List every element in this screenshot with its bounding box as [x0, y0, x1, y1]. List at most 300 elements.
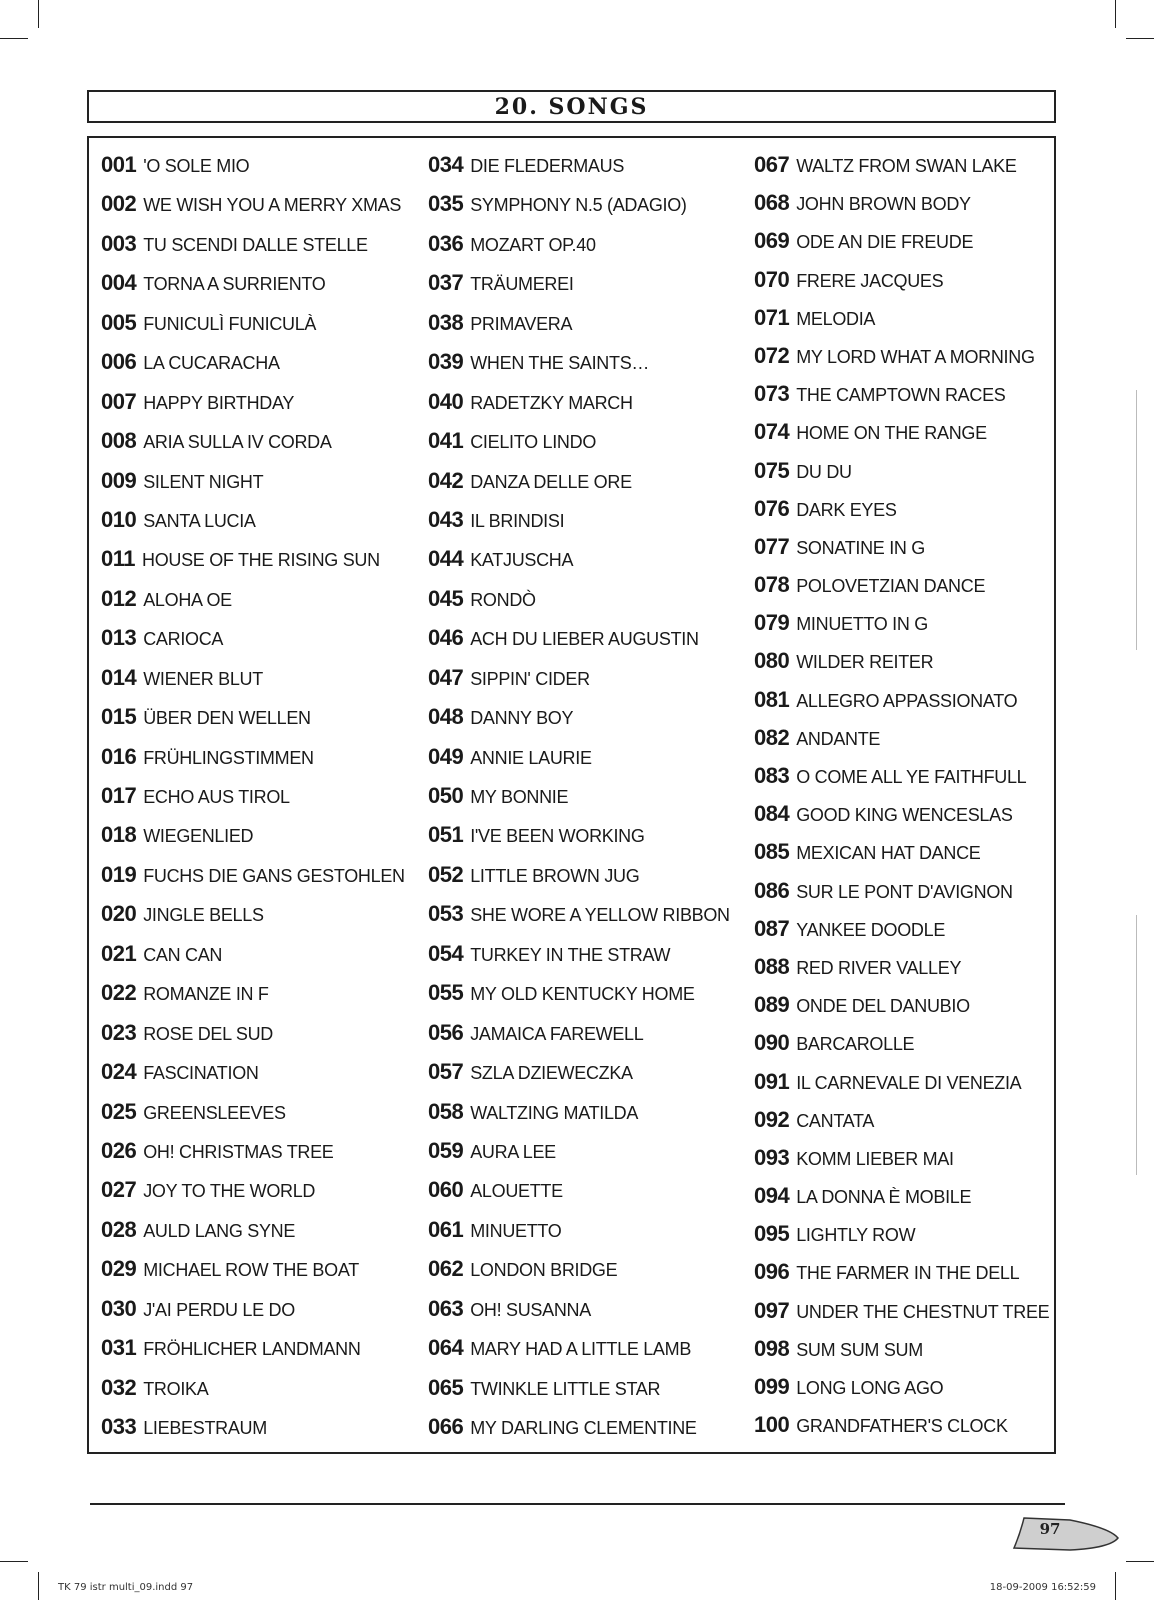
- song-item: [754, 992, 1049, 1030]
- song-item: [754, 419, 1049, 457]
- song-number: 017: [101, 783, 137, 808]
- song-title: LONDON BRIDGE: [470, 1260, 618, 1281]
- crop-mark: [1126, 1561, 1154, 1562]
- song-title: WALTZING MATILDA: [470, 1102, 639, 1123]
- song-title: OH! CHRISTMAS TREE: [143, 1141, 334, 1162]
- song-number: 099: [754, 1374, 790, 1399]
- song-number: 056: [428, 1019, 464, 1045]
- song-number: 020: [101, 901, 137, 927]
- song-title: LIEBESTRAUM: [143, 1418, 267, 1438]
- song-title: SYMPHONY N.5 (ADAGIO): [470, 195, 687, 216]
- song-item: [754, 878, 1049, 916]
- song-title: ARIA SULLA IV CORDA: [143, 432, 332, 453]
- song-title: AULD LANG SYNE: [143, 1220, 296, 1241]
- song-title: CARIOCA: [143, 629, 224, 650]
- song-title: HOME ON THE RANGE: [796, 423, 987, 444]
- song-number: 007: [101, 388, 137, 414]
- song-title: MELODIA: [796, 308, 876, 329]
- song-title: KATJUSCHA: [470, 550, 574, 571]
- song-item: [101, 704, 405, 743]
- song-item: [101, 468, 405, 507]
- song-number: 030: [101, 1295, 137, 1321]
- song-number: 098: [754, 1335, 790, 1361]
- song-item: [428, 310, 730, 349]
- song-item: [101, 428, 405, 467]
- song-item: [101, 1177, 405, 1216]
- song-title: BARCAROLLE: [796, 1034, 915, 1055]
- song-item: [428, 665, 730, 704]
- song-item: [428, 1375, 730, 1414]
- songs-list: [87, 136, 1056, 1454]
- song-item: [428, 546, 730, 585]
- song-number: 091: [754, 1068, 790, 1094]
- song-number: 014: [101, 664, 137, 690]
- song-number: 097: [754, 1297, 790, 1323]
- song-number: 063: [428, 1295, 464, 1321]
- song-item: [101, 152, 405, 191]
- song-number: 079: [754, 610, 790, 636]
- song-title: CIELITO LINDO: [470, 432, 597, 453]
- song-number: 029: [101, 1256, 137, 1282]
- song-number: 006: [101, 349, 137, 375]
- song-number: 053: [428, 901, 464, 927]
- song-number: 013: [101, 625, 137, 651]
- song-item: [101, 507, 405, 546]
- song-title: DARK EYES: [796, 499, 897, 520]
- song-title: LONG LONG AGO: [796, 1378, 944, 1398]
- song-number: 049: [428, 743, 464, 769]
- song-number: 025: [101, 1098, 137, 1124]
- song-number: 087: [754, 915, 790, 941]
- song-number: 052: [428, 861, 464, 887]
- song-number: 009: [101, 467, 137, 493]
- song-number: 083: [754, 763, 790, 788]
- song-number: 033: [101, 1414, 137, 1439]
- song-number: 012: [101, 585, 137, 611]
- song-item: [754, 152, 1049, 190]
- song-title: THE CAMPTOWN RACES: [796, 385, 1006, 406]
- song-title: DANZA DELLE ORE: [470, 471, 632, 492]
- song-title: LA CUCARACHA: [143, 353, 280, 374]
- song-number: 090: [754, 1030, 790, 1056]
- song-number: 061: [428, 1216, 464, 1242]
- song-number: 071: [754, 304, 790, 330]
- song-title: ONDE DEL DANUBIO: [796, 996, 970, 1017]
- song-number: 044: [428, 546, 464, 572]
- songs-column-2: [428, 152, 730, 1453]
- song-item: [428, 1414, 730, 1453]
- song-title: JOY TO THE WORLD: [143, 1181, 316, 1202]
- song-number: 070: [754, 266, 790, 292]
- song-item: [428, 152, 730, 191]
- song-item: [754, 954, 1049, 992]
- song-item: [754, 839, 1049, 877]
- song-item: [428, 941, 730, 980]
- song-title: GREENSLEEVES: [143, 1102, 286, 1123]
- song-number: 031: [101, 1335, 137, 1361]
- song-number: 024: [101, 1059, 137, 1085]
- song-number: 002: [101, 191, 137, 217]
- song-number: 077: [754, 533, 790, 559]
- song-title: CANTATA: [796, 1110, 875, 1131]
- song-title: SZLA DZIEWECZKA: [470, 1063, 633, 1084]
- song-item: [754, 1069, 1049, 1107]
- song-title: TU SCENDI DALLE STELLE: [143, 234, 368, 255]
- song-item: [754, 381, 1049, 419]
- song-title: RONDÒ: [470, 589, 536, 610]
- song-number: 041: [428, 428, 464, 454]
- section-title-box: [87, 90, 1056, 123]
- song-title: POLOVETZIAN DANCE: [796, 576, 986, 597]
- song-item: [101, 744, 405, 783]
- crop-mark: [1115, 0, 1116, 28]
- song-item: [428, 1059, 730, 1098]
- song-title: YANKEE DOODLE: [796, 919, 946, 940]
- song-title: PRIMAVERA: [470, 313, 573, 334]
- song-item: [754, 1298, 1049, 1336]
- song-item: [428, 586, 730, 625]
- song-number: 076: [754, 495, 790, 521]
- song-number: 018: [101, 822, 137, 848]
- song-number: 084: [754, 801, 790, 827]
- song-number: 050: [428, 783, 464, 808]
- song-item: [101, 862, 405, 901]
- song-title: HOUSE OF THE RISING SUN: [142, 550, 380, 571]
- song-title: DIE FLEDERMAUS: [470, 156, 625, 176]
- song-number: 051: [428, 822, 464, 848]
- song-title: ÜBER DEN WELLEN: [143, 708, 311, 729]
- song-number: 080: [754, 648, 790, 674]
- song-item: [428, 704, 730, 743]
- crop-mark: [0, 38, 28, 39]
- song-title: ECHO AUS TIROL: [143, 787, 290, 807]
- song-number: 088: [754, 953, 790, 979]
- song-number: 046: [428, 625, 464, 651]
- song-item: [754, 648, 1049, 686]
- song-title: JAMAICA FAREWELL: [470, 1023, 644, 1044]
- song-number: 039: [428, 349, 464, 375]
- song-title: J'AI PERDU LE DO: [143, 1299, 295, 1320]
- crop-mark: [38, 1572, 39, 1600]
- section-title: 20. SONGS: [494, 93, 649, 120]
- song-item: [101, 822, 405, 861]
- song-item: [428, 1177, 730, 1216]
- song-number: 100: [754, 1412, 790, 1438]
- song-item: [428, 1296, 730, 1335]
- song-number: 037: [428, 270, 464, 296]
- song-item: [428, 191, 730, 230]
- registration-mark: [1136, 915, 1137, 1175]
- song-item: [428, 468, 730, 507]
- song-item: [754, 1183, 1049, 1221]
- song-number: 011: [101, 546, 135, 572]
- song-item: [101, 1256, 405, 1295]
- song-number: 057: [428, 1059, 464, 1085]
- song-title: FRERE JACQUES: [796, 270, 944, 291]
- song-title: SANTA LUCIA: [143, 510, 256, 531]
- song-number: 067: [754, 152, 790, 177]
- crop-mark: [1115, 1572, 1116, 1600]
- song-item: [754, 343, 1049, 381]
- song-title: WILDER REITER: [796, 652, 934, 673]
- song-item: [101, 231, 405, 270]
- song-title: IL BRINDISI: [470, 510, 565, 531]
- song-title: WHEN THE SAINTS…: [470, 353, 650, 374]
- song-title: MINUETTO: [470, 1220, 562, 1241]
- song-item: [101, 310, 405, 349]
- registration-mark: [1136, 390, 1137, 650]
- song-title: AURA LEE: [470, 1141, 556, 1162]
- song-title: CAN CAN: [143, 944, 223, 965]
- song-item: [428, 822, 730, 861]
- song-item: [428, 744, 730, 783]
- song-number: 016: [101, 743, 137, 769]
- song-number: 036: [428, 230, 464, 256]
- song-number: 089: [754, 992, 790, 1018]
- song-title: ANDANTE: [796, 728, 881, 749]
- song-item: [101, 191, 405, 230]
- song-number: 059: [428, 1137, 464, 1163]
- song-number: 054: [428, 940, 464, 966]
- song-title: SUM SUM SUM: [796, 1339, 923, 1360]
- song-title: GOOD KING WENCESLAS: [796, 805, 1013, 826]
- song-title: FRÜHLINGSTIMMEN: [143, 747, 314, 768]
- song-number: 096: [754, 1259, 790, 1285]
- song-item: [754, 1259, 1049, 1297]
- song-title: SHE WORE A YELLOW RIBBON: [470, 905, 730, 926]
- song-item: [101, 1414, 405, 1453]
- song-number: 058: [428, 1098, 464, 1124]
- song-item: [101, 586, 405, 625]
- song-title: MY DARLING CLEMENTINE: [470, 1418, 697, 1438]
- song-number: 092: [754, 1106, 790, 1132]
- song-title: ROSE DEL SUD: [143, 1023, 273, 1044]
- song-number: 073: [754, 381, 790, 407]
- crop-mark: [38, 0, 39, 28]
- song-title: SUR LE PONT D'AVIGNON: [796, 881, 1013, 902]
- song-item: [754, 190, 1049, 228]
- song-number: 085: [754, 839, 790, 865]
- song-item: [754, 305, 1049, 343]
- song-title: ACH DU LIEBER AUGUSTIN: [470, 629, 699, 650]
- song-item: [754, 1336, 1049, 1374]
- song-title: O COME ALL YE FAITHFULL: [796, 767, 1027, 787]
- song-title: ALLEGRO APPASSIONATO: [796, 690, 1018, 711]
- song-number: 004: [101, 270, 137, 296]
- song-number: 019: [101, 861, 137, 887]
- song-item: [101, 941, 405, 980]
- song-title: ODE AN DIE FREUDE: [796, 232, 974, 253]
- song-title: JOHN BROWN BODY: [796, 194, 971, 215]
- footer-rule: [90, 1503, 1065, 1505]
- song-title: ROMANZE IN F: [143, 984, 269, 1005]
- song-number: 093: [754, 1144, 790, 1170]
- song-title: KOMM LIEBER MAI: [796, 1148, 954, 1169]
- song-title: RADETZKY MARCH: [470, 392, 633, 413]
- song-title: DU DU: [796, 461, 852, 482]
- song-item: [754, 1221, 1049, 1259]
- song-item: [428, 1335, 730, 1374]
- song-title: ALOUETTE: [470, 1181, 563, 1202]
- song-title: WE WISH YOU A MERRY XMAS: [143, 195, 402, 216]
- song-item: [754, 687, 1049, 725]
- song-title: IL CARNEVALE DI VENEZIA: [796, 1072, 1022, 1093]
- song-item: [754, 1107, 1049, 1145]
- song-item: [428, 270, 730, 309]
- song-number: 043: [428, 506, 464, 532]
- songs-column-3: [754, 152, 1049, 1450]
- song-item: [101, 901, 405, 940]
- date-slug: 18-09-2009 16:52:59: [989, 1582, 1096, 1593]
- song-number: 040: [428, 388, 464, 414]
- song-item: [754, 1412, 1049, 1450]
- song-title: GRANDFATHER'S CLOCK: [796, 1416, 1008, 1437]
- song-number: 086: [754, 877, 790, 903]
- song-item: [428, 783, 730, 822]
- song-title: SONATINE IN G: [796, 537, 925, 558]
- song-item: [428, 349, 730, 388]
- song-number: 038: [428, 309, 464, 335]
- song-item: [101, 546, 405, 585]
- song-title: FUCHS DIE GANS GESTOHLEN: [143, 865, 405, 886]
- song-number: 022: [101, 980, 137, 1006]
- song-number: 045: [428, 585, 464, 611]
- song-item: [101, 1217, 405, 1256]
- crop-mark: [1126, 38, 1154, 39]
- song-number: 066: [428, 1414, 464, 1439]
- song-item: [754, 496, 1049, 534]
- song-title: DANNY BOY: [470, 708, 574, 729]
- song-title: MINUETTO IN G: [796, 614, 928, 635]
- song-title: ALOHA OE: [143, 589, 232, 610]
- song-number: 023: [101, 1019, 137, 1045]
- song-item: [754, 916, 1049, 954]
- song-title: FASCINATION: [143, 1063, 259, 1084]
- song-item: [101, 783, 405, 822]
- song-title: SIPPIN' CIDER: [470, 668, 590, 689]
- song-item: [428, 231, 730, 270]
- song-title: TWINKLE LITTLE STAR: [470, 1378, 661, 1399]
- song-number: 028: [101, 1216, 137, 1242]
- song-item: [101, 1375, 405, 1414]
- song-title: ANNIE LAURIE: [470, 747, 592, 768]
- song-number: 047: [428, 664, 464, 690]
- song-item: [754, 1374, 1049, 1412]
- song-number: 094: [754, 1183, 790, 1209]
- song-title: LIGHTLY ROW: [796, 1225, 916, 1246]
- song-item: [428, 901, 730, 940]
- song-number: 072: [754, 342, 790, 368]
- song-item: [754, 1030, 1049, 1068]
- song-item: [754, 801, 1049, 839]
- song-item: [754, 763, 1049, 801]
- song-title: JINGLE BELLS: [143, 905, 264, 926]
- song-item: [754, 534, 1049, 572]
- song-title: MARY HAD A LITTLE LAMB: [470, 1339, 692, 1360]
- song-number: 068: [754, 190, 790, 216]
- songs-column-1: [101, 152, 405, 1453]
- page-number: 97: [1039, 1520, 1061, 1538]
- song-item: [101, 665, 405, 704]
- song-title: MY LORD WHAT A MORNING: [796, 346, 1035, 367]
- song-title: 'O SOLE MIO: [143, 156, 250, 176]
- song-number: 065: [428, 1374, 464, 1400]
- song-title: SILENT NIGHT: [143, 471, 264, 492]
- song-title: FUNICULÌ FUNICULÀ: [143, 313, 317, 334]
- song-number: 015: [101, 704, 137, 730]
- song-title: MY OLD KENTUCKY HOME: [470, 984, 695, 1005]
- song-number: 060: [428, 1177, 464, 1203]
- song-title: MOZART OP.40: [470, 234, 596, 255]
- crop-mark: [0, 1561, 28, 1562]
- song-item: [101, 1296, 405, 1335]
- song-item: [101, 389, 405, 428]
- song-item: [428, 980, 730, 1019]
- song-item: [101, 980, 405, 1019]
- song-title: MICHAEL ROW THE BOAT: [143, 1260, 359, 1281]
- song-item: [428, 507, 730, 546]
- song-item: [101, 1099, 405, 1138]
- song-number: 078: [754, 572, 790, 598]
- song-item: [101, 1059, 405, 1098]
- song-number: 026: [101, 1137, 137, 1163]
- song-item: [101, 349, 405, 388]
- song-item: [428, 1138, 730, 1177]
- song-number: 003: [101, 230, 137, 256]
- song-item: [428, 1256, 730, 1295]
- song-number: 032: [101, 1374, 137, 1400]
- song-title: THE FARMER IN THE DELL: [796, 1263, 1020, 1284]
- song-title: TROIKA: [143, 1378, 209, 1399]
- song-item: [428, 1020, 730, 1059]
- song-number: 027: [101, 1177, 137, 1203]
- song-item: [754, 458, 1049, 496]
- song-number: 064: [428, 1335, 464, 1361]
- song-title: WALTZ FROM SWAN LAKE: [796, 156, 1017, 176]
- song-number: 074: [754, 419, 790, 445]
- song-item: [754, 725, 1049, 763]
- song-title: UNDER THE CHESTNUT TREE: [796, 1301, 1050, 1322]
- song-number: 008: [101, 428, 137, 454]
- song-title: RED RIVER VALLEY: [796, 957, 962, 978]
- song-number: 081: [754, 686, 790, 712]
- song-item: [428, 862, 730, 901]
- song-number: 095: [754, 1221, 790, 1247]
- song-number: 082: [754, 724, 790, 750]
- song-title: FRÖHLICHER LANDMANN: [143, 1339, 361, 1360]
- song-title: I'VE BEEN WORKING: [470, 826, 645, 847]
- song-number: 005: [101, 309, 137, 335]
- song-item: [428, 625, 730, 664]
- song-title: LA DONNA È MOBILE: [796, 1187, 972, 1208]
- song-title: HAPPY BIRTHDAY: [143, 392, 295, 413]
- song-item: [754, 572, 1049, 610]
- song-number: 010: [101, 506, 137, 532]
- song-item: [101, 1138, 405, 1177]
- song-number: 062: [428, 1256, 464, 1282]
- song-title: MY BONNIE: [470, 787, 569, 807]
- song-number: 055: [428, 980, 464, 1006]
- song-item: [101, 1335, 405, 1374]
- song-item: [428, 1217, 730, 1256]
- song-number: 042: [428, 467, 464, 493]
- song-item: [428, 428, 730, 467]
- song-title: WIENER BLUT: [143, 668, 263, 689]
- song-number: 021: [101, 940, 137, 966]
- song-item: [754, 228, 1049, 266]
- song-title: TORNA A SURRIENTO: [143, 274, 326, 295]
- song-number: 048: [428, 704, 464, 730]
